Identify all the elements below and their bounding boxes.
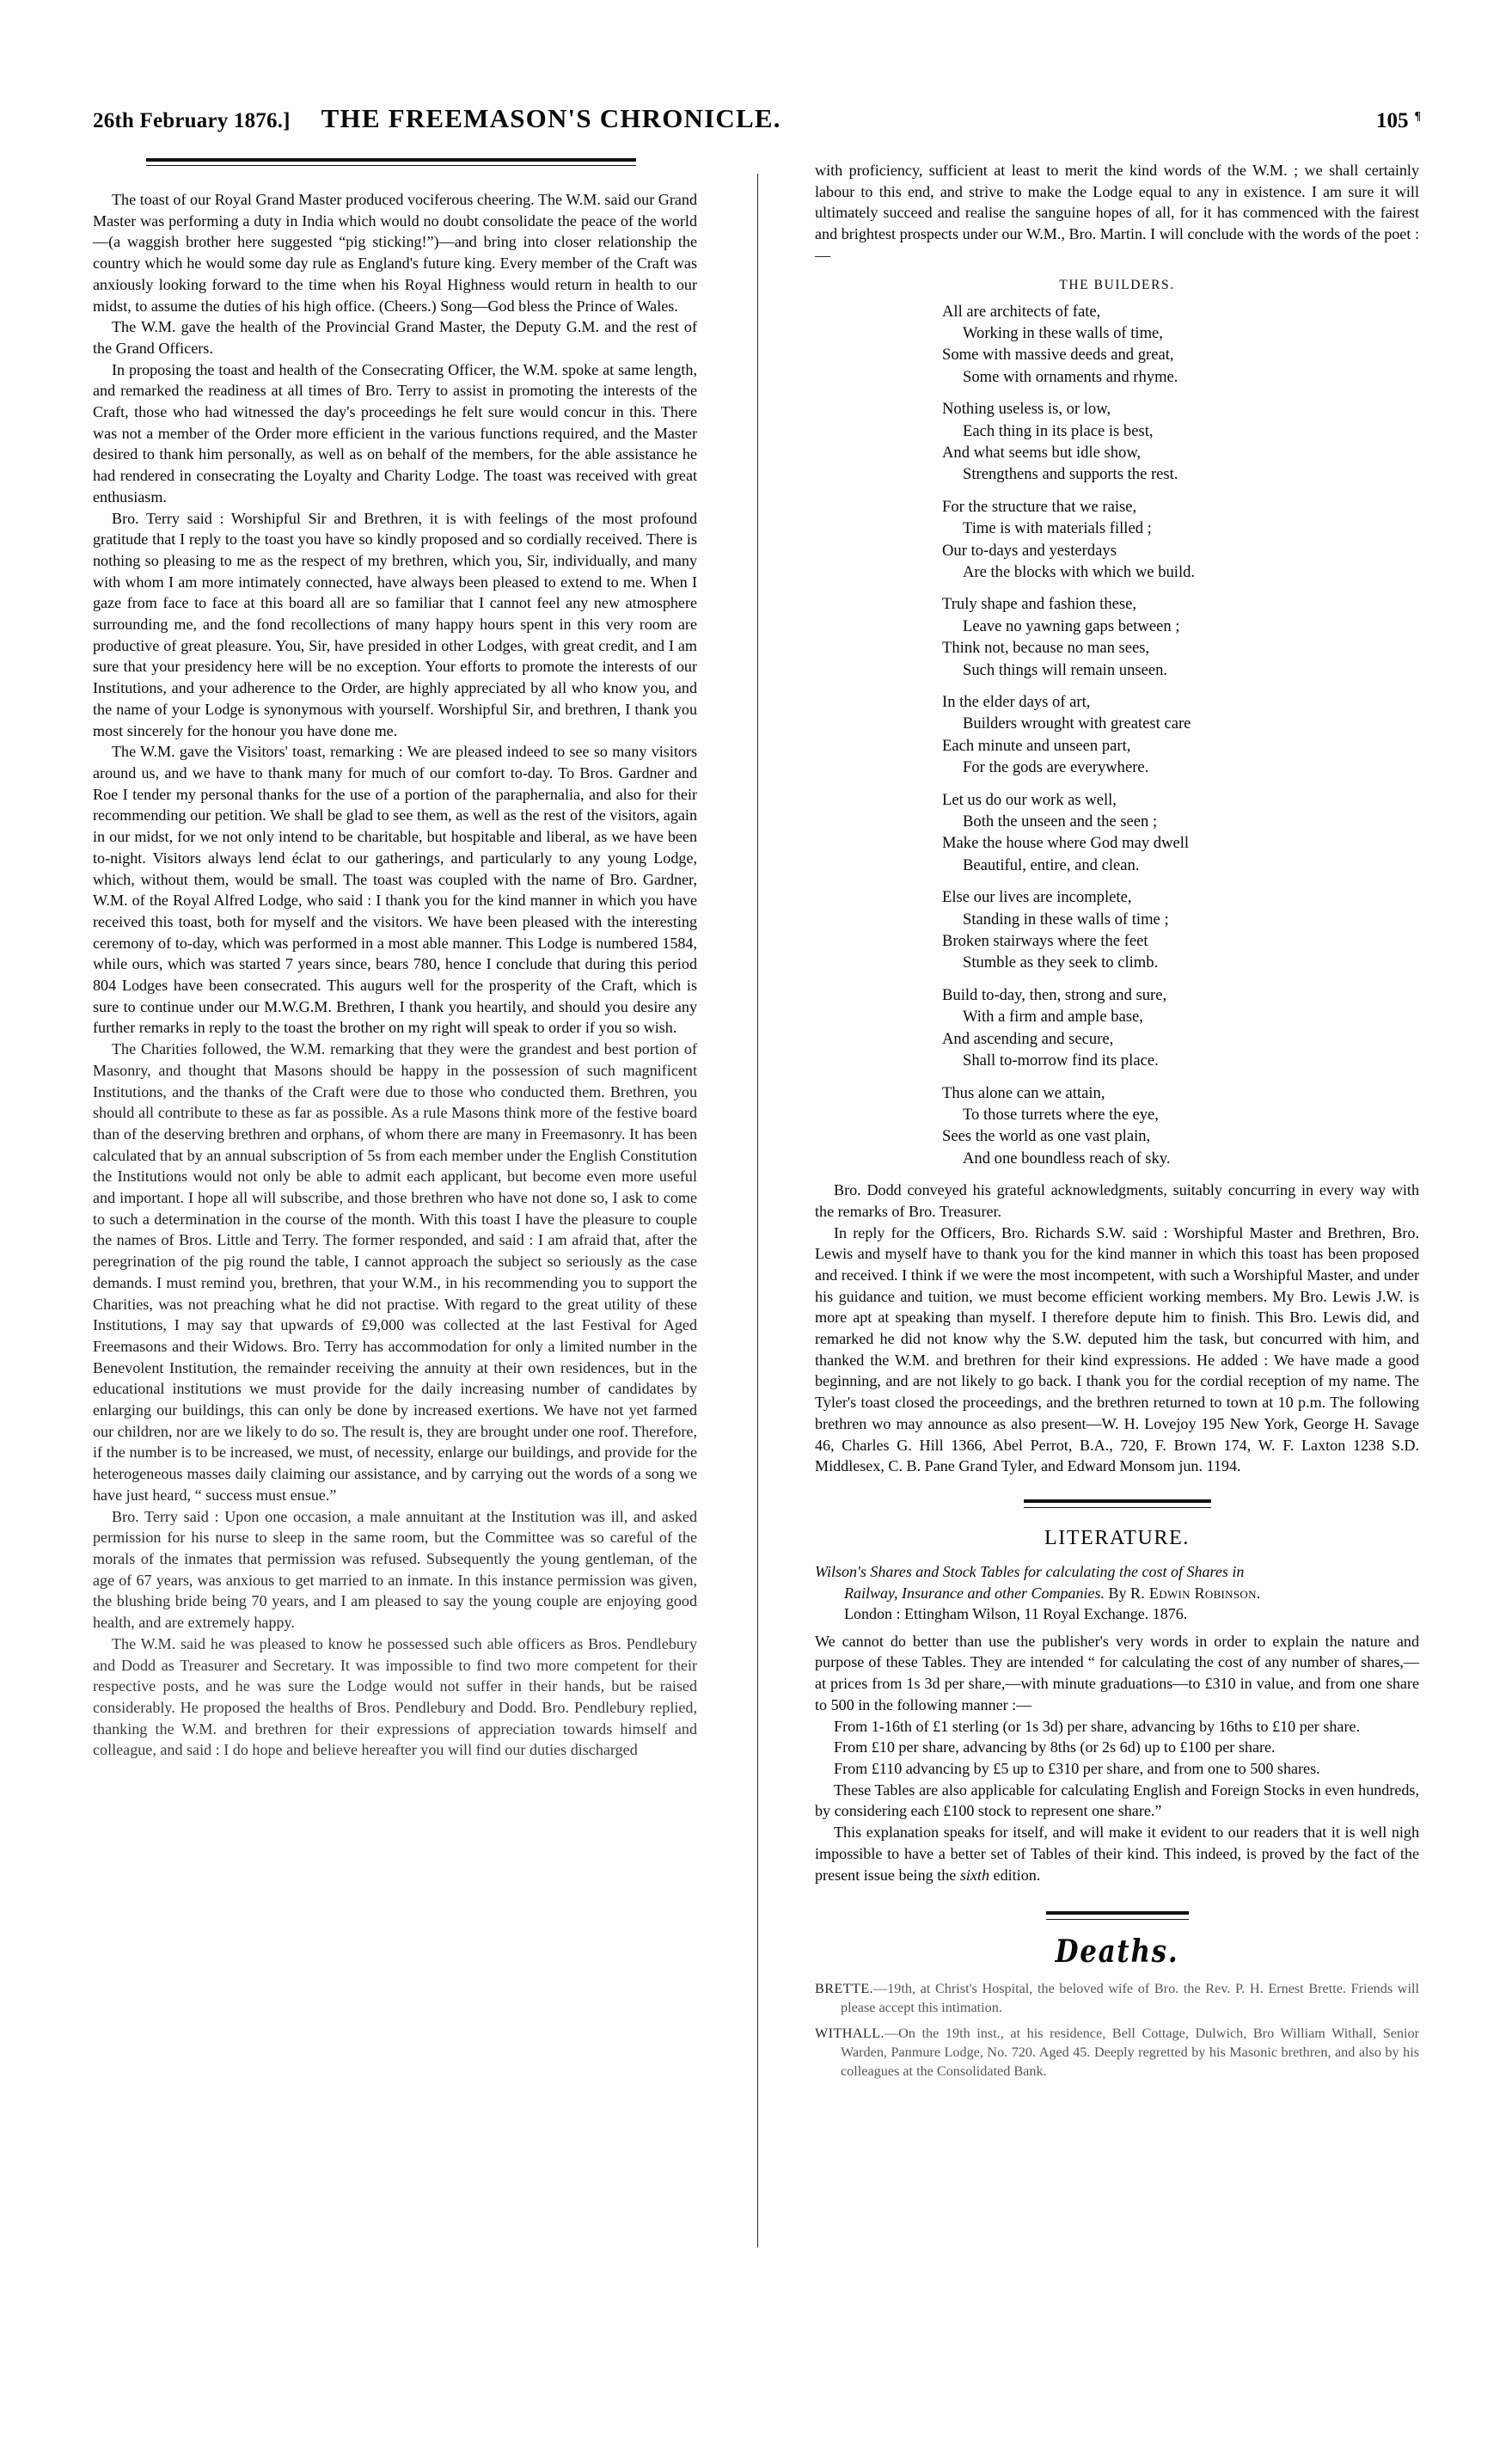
poem-line: Stumble as they seek to climb. [963,953,1159,972]
death-notice [815,2025,1419,2081]
literature-heading: LITERATURE. [1044,1526,1190,1549]
poem-line: To those turrets where the eye, [963,1105,1159,1124]
paragraph: From 1-16th of £1 sterling (or 1s 3d) per share, advancing by 16ths to £10 per share. [834,1717,1361,1735]
poem-stanza [942,1082,1419,1170]
book-title-line-1: Wilson's Shares and Stock Tables for calculating the cost of Shares in [815,1562,1245,1580]
publication-title: THE FREEMASON'S CHRONICLE. [321,103,781,133]
deaths-heading: Deaths. [1055,1934,1179,1971]
paragraph: Bro. Terry said : Worshipful Sir and Brethren, it is with feelings of the most profound gratitude that I reply to the toast you have so kindly proposed and so cordially received. There is nothing so pleasing to me as the respect of my brethren, which you, Sir, individually, and many with whom I am more intimately connected, have always been pleased to extend to me. When I gaze from face to face at this board all are so familiar that I cannot feel any new atmosphere surrounding me, and the fond recollections of many happy hours spent in this very room are productive of great pleasure. You, Sir, have presided in other Lodges, with great credit, and I am sure that your presidency here will be no exception. Your efforts to promote the interests of our Institutions, and your adherence to the Order, are highly appreciated by all who know you, and the name of your Lodge is synonymous with yourself. Worshipful Sir, and brethren, I thank you most sincerely for the honour you have done me. [93,509,697,739]
column-container [93,160,1421,2395]
column-divider-rule [757,174,758,2247]
poem-line: Builders wrought with greatest care [963,714,1191,733]
paragraph: The toast of our Royal Grand Master produced vociferous cheering. The W.M. said our Grand Master was performing a duty in India which would no doubt consolidate the peace of the world—(a waggish brother here suggested “pig sticking!”)—and bring into closer relationship the country which he would some day rule as England's future king. Every member of the Craft was anxiously looking forward to the time when his Royal Highness would return in health to our midst, to assume the duties of his high office. (Cheers.) Song—God bless the Prince of Wales. [93,191,697,315]
poem-line: Strengthens and supports the rest. [963,465,1178,484]
poem-line: For the structure that we raise, [942,497,1137,516]
poem-line: Shall to-morrow find its place. [963,1051,1159,1070]
poem-line: And what seems but idle show, [942,443,1142,462]
poem-stanza [942,691,1419,779]
poem-line: Beautiful, entire, and clean. [963,855,1140,874]
paragraph: These Tables are also applicable for calculating English and Foreign Stocks in even hundreds, by considering each £100 stock to represent one share.” [815,1781,1419,1820]
book-author: R. Edwin Robinson. [1130,1584,1261,1602]
poem-stanza [942,886,1419,974]
page-number: 105 [1375,109,1409,132]
deceased-name: BRETTE. [815,1981,873,1997]
poem-line: Truly shape and fashion these, [942,595,1137,614]
poem-line: Let us do our work as well, [942,790,1117,809]
paragraph: The Charities followed, the W.M. remarking that they were the grandest and best portion of Masonry, and thought that Masons should be happy in the possession of such magnificent Institutions, and the thanks of the Craft were due to those who conducted them. Brethren, you should all contribute to these as far as possible. As a rule Masons think more of the festive board than of the deserving brethren and orphans, of whom there are many in Freemasonry. It has been calculated that by an annual subscription of 5s from each member under the English Constitution the Institutions would not only be able to admit each applicant, but become even more useful and important. I hope all will subscribe, and those brethren who have not done so, I ask to come to such a determination in the course of the month. With this toast I have the pleasure to couple the names of Bros. Little and Terry. The former responded, and said : I am afraid that, after the peregrination of the pig round the table, I cannot approach the subject so seriously as the case demands. I must remind you, brethren, that your W.M., in his recommending you to support the Charities, was not preaching what he did not practise. With regard to the great utility of these Institutions, I may say that upwards of £9,000 was collected at the last Festival for Aged Freemasons and their Widows. Bro. Terry has accommodation for only a limited number in the Benevolent Institution, the remainder receiving the annuity at their own residences, but in the educational institutions we must provide for the daily increasing number of candidates by enlarging our buildings, this can only be done by increased exertions. We have not yet farmed our children, nor are we likely to do so. The result is, they are brought under one roof. Therefore, if the number is to be increased, we must, of necessity, enlarge our buildings, and provide for the heterogeneous masses daily claiming our assistance, and by carrying out the words of a song we have just heard, “ success must ensue.” [93,1040,697,1504]
poem-line: Broken stairways where the feet [942,932,1148,951]
masthead [93,103,1421,134]
poem-line: Thus alone can we attain, [942,1083,1105,1102]
poem [815,301,1419,1170]
poem-stanza [942,593,1419,681]
poem-line: With a firm and ample base, [963,1008,1143,1027]
death-notice [815,1980,1419,2017]
paragraph: The W.M. gave the health of the Provincial Grand Master, the Deputy G.M. and the rest of the Grand Officers. [93,318,697,357]
poem-line: And one boundless reach of sky. [963,1149,1171,1168]
poem-line: Are the blocks with which we build. [963,562,1196,581]
poem-line: Some with ornaments and rhyme. [963,367,1178,386]
literature-body [815,1631,1419,1885]
deceased-name: WITHALL. [815,2026,885,2042]
poem-stanza [942,398,1419,486]
book-imprint: London : Ettingham Wilson, 11 Royal Exchange. 1876. [844,1605,1188,1623]
poem-line: Time is with materials filled ; [963,519,1152,538]
page-number-group [1376,109,1421,133]
poem-line: Both the unseen and the seen ; [963,812,1158,831]
section-separator-deaths [1046,1911,1189,1920]
paragraph: Bro. Dodd conveyed his grateful acknowledgments, suitably concurring in every way with the remarks of Bro. Treasurer. [815,1181,1419,1220]
paragraph: In proposing the toast and health of the Consecrating Officer, the W.M. spoke at same length, and remarked the readiness at all times of Bro. Terry to assist in promoting the interests of the Craft, those who had witnessed the day's proceedings he felt sure would concur in this. There was not a member of the Order more efficient in the various functions required, and the Master desired to thank him personally, as well as on behalf of the members, for the able assistance he had rendered in consecrating the Loyalty and Charity Lodge. The toast was received with great enthusiasm. [93,360,697,506]
poem-line: Make the house where God may dwell [942,834,1190,853]
paragraph: The W.M. gave the Visitors' toast, remarking : We are pleased indeed to see so many visitors around us, and we have to thank many for much of our comfort to-day. To Bros. Gardner and Roe I tender my personal thanks for the use of a portion of the paraphernalia, and also for their recommending our petition. We shall be glad to see them, as well as the rest of the visitors, again in our midst, for we not only intend to be charitable, but hospitable and liberal, as we have been to-night. Visitors always lend éclat to our gatherings, and particularly to any young Lodge, which, without them, would be small. The toast was coupled with the name of Bro. Gardner, W.M. of the Royal Alfred Lodge, who said : I thank you for the kind manner in which you have received this toast, both for myself and the visitors. We have been pleased with the interesting ceremony of to-day, which was performed in a most able manner. This Lodge is numbered 1584, while ours, which was started 7 years since, bears 780, hence I conclude that during this period 804 Lodges have been consecrated. This augurs well for the prosperity of the Craft, which is sure to continue under our M.W.G.M. Brethren, I thank you heartily, and should you desire any further remarks in reply to the toast the brother on my right will speak to order if you so wish. [93,743,697,1037]
poem-line: Sees the world as one vast plain, [942,1127,1151,1146]
death-notice-text: —On the 19th inst., at his residence, Bell Cottage, Dulwich, Bro William Withall, Senior Warden, Panmure Lodge, No. 720. Aged 45. Deeply regretted by his Masonic brethren, and also by his colleagues at the Consolidated Bank. [841,2026,1419,2079]
poem-line: Our to-days and yesterdays [942,541,1117,560]
book-title-line-2 [815,1583,1419,1604]
poem-line: Else our lives are incomplete, [942,888,1132,907]
paragraph: with proficiency, sufficient at least to merit the kind words of the W.M. ; we shall certainly labour to this end, and strive to make the Lodge equal to any in existence. I am sure it will ultimately succeed and realise the sanguine hopes of all, for it has commenced with the fairest and brightest prospects under our W.M., Bro. Martin. I will conclude with the words of the poet :— [815,162,1419,264]
book-subtitle: Railway, Insurance and other Companies. [844,1584,1105,1602]
pilcrow-mark: ¶ [1414,110,1421,123]
left-column-body [93,160,697,1761]
poem-stanza [942,789,1419,877]
poem-line: All are architects of fate, [942,302,1101,321]
section-separator-literature [1024,1499,1211,1508]
right-column [815,160,1419,2395]
issue-date: 26th February 1876.] [93,109,291,132]
poem-line: Some with massive deeds and great, [942,346,1174,365]
paragraph: The W.M. said he was pleased to know he possessed such able officers as Bros. Pendlebury and Dodd as Treasurer and Secretary. It was impossible to find two more competent for their respective posts, and he was sure the Lodge would not suffer in their hands, but be raised considerably. He proposed the healths of Bros. Pendlebury and Dodd. Bro. Pendlebury replied, thanking the W.M. and brethren for their expressions of appreciation towards himself and colleague, and said : I do hope and believe hereafter you will find our duties discharged [93,1634,697,1759]
poem-line: Leave no yawning gaps between ; [963,616,1180,635]
paragraph: In reply for the Officers, Bro. Richards S.W. said : Worshipful Master and Brethren, Bro. Lewis and myself have to thank you for the kind manner in which this toast has been proposed and received. I think if we were the most incompetent, with such a Worshipful Master, and under his guidance and tuition, we must become efficient working members. My Bro. Lewis J.W. is more apt at speaking than myself. I therefore depute him to finish. This Bro. Lewis did, and remarked he did not know why the S.W. deputed him the task, but concurred with him, and thanked the W.M. and brethren for their kind expressions. He added : We have made a good beginning, and are not likely to go back. I thank you for the cordial reception of my name. The Tyler's toast closed the proceedings, and the brethren returned to town at 10 p.m. The following brethren wo may announce as also present—W. H. Lovejoy 195 New York, George H. Savage 46, Charles G. Hill 1366, Abel Perrot, B.A., 720, F. Brown 174, W. F. Laxton 1238 S.D. Middlesex, C. B. Pane Grand Tyler, and Edward Monsom jun. 1194. [815,1223,1419,1475]
poem-line: And ascending and secure, [942,1029,1114,1048]
left-column [93,160,697,2395]
poem-line: Think not, because no man sees, [942,639,1150,658]
poem-line: In the elder days of art, [942,693,1091,712]
poem-stanza [942,984,1419,1072]
paragraph: From £10 per share, advancing by 8ths (or 2s 6d) up to £100 per share. [834,1738,1276,1756]
poem-line: Such things will remain unseen. [963,660,1168,679]
poem-line: Standing in these walls of time ; [963,910,1169,929]
poem-line: For the gods are everywhere. [963,758,1149,777]
poem-line: Working in these walls of time, [963,323,1163,342]
poem-line: Each thing in its place is best, [963,421,1154,440]
poem-stanza [942,496,1419,584]
italic-word: sixth [959,1866,990,1884]
paragraph: Bro. Terry said : Upon one occasion, a male annuitant at the Institution was ill, and asked permission for his nurse to sleep in the same room, but the Committee was so careful of the morals of the inmates that permission was refused. Subsequently the young gentleman, of the age of 67 years, was anxious to get married to an inmate. In this instance permission was given, the blushing bride being 70 years, and I am pleased to say the young couple are enjoying good health, and are extremely happy. [93,1507,697,1632]
top-divider-rule [146,158,636,166]
book-byline-prefix: By [1108,1584,1127,1602]
poem-title: THE BUILDERS. [1059,277,1175,292]
right-column-body-after-poem [815,1180,1419,1477]
paragraph: We cannot do better than use the publisher's very words in order to explain the nature and purpose of these Tables. They are intended “ for calculating the cost of any number of shares,—at prices from 1s 3d per share,—with minute graduations—to £310 in value, and from one share to 500 in the following manner :— [815,1632,1419,1713]
death-notice-text: —19th, at Christ's Hospital, the beloved wife of Bro. the Rev. P. H. Ernest Brette. Friends will please accept this intimation. [841,1981,1419,2015]
book-reference [815,1561,1419,1625]
poem-line: Each minute and unseen part, [942,736,1131,755]
paragraph: This explanation speaks for itself, and will make it evident to our readers that it is well nigh impossible to have a better set of Tables of their kind. This indeed, is proved by the fact of the present issue being the sixth edition. [815,1824,1419,1884]
poem-line: Nothing useless is, or low, [942,400,1111,419]
paragraph: From £110 advancing by £5 up to £310 per share, and from one to 500 shares. [834,1759,1320,1777]
poem-line: Build to-day, then, strong and sure, [942,985,1167,1004]
right-column-body [815,160,1419,267]
poem-stanza [942,301,1419,389]
